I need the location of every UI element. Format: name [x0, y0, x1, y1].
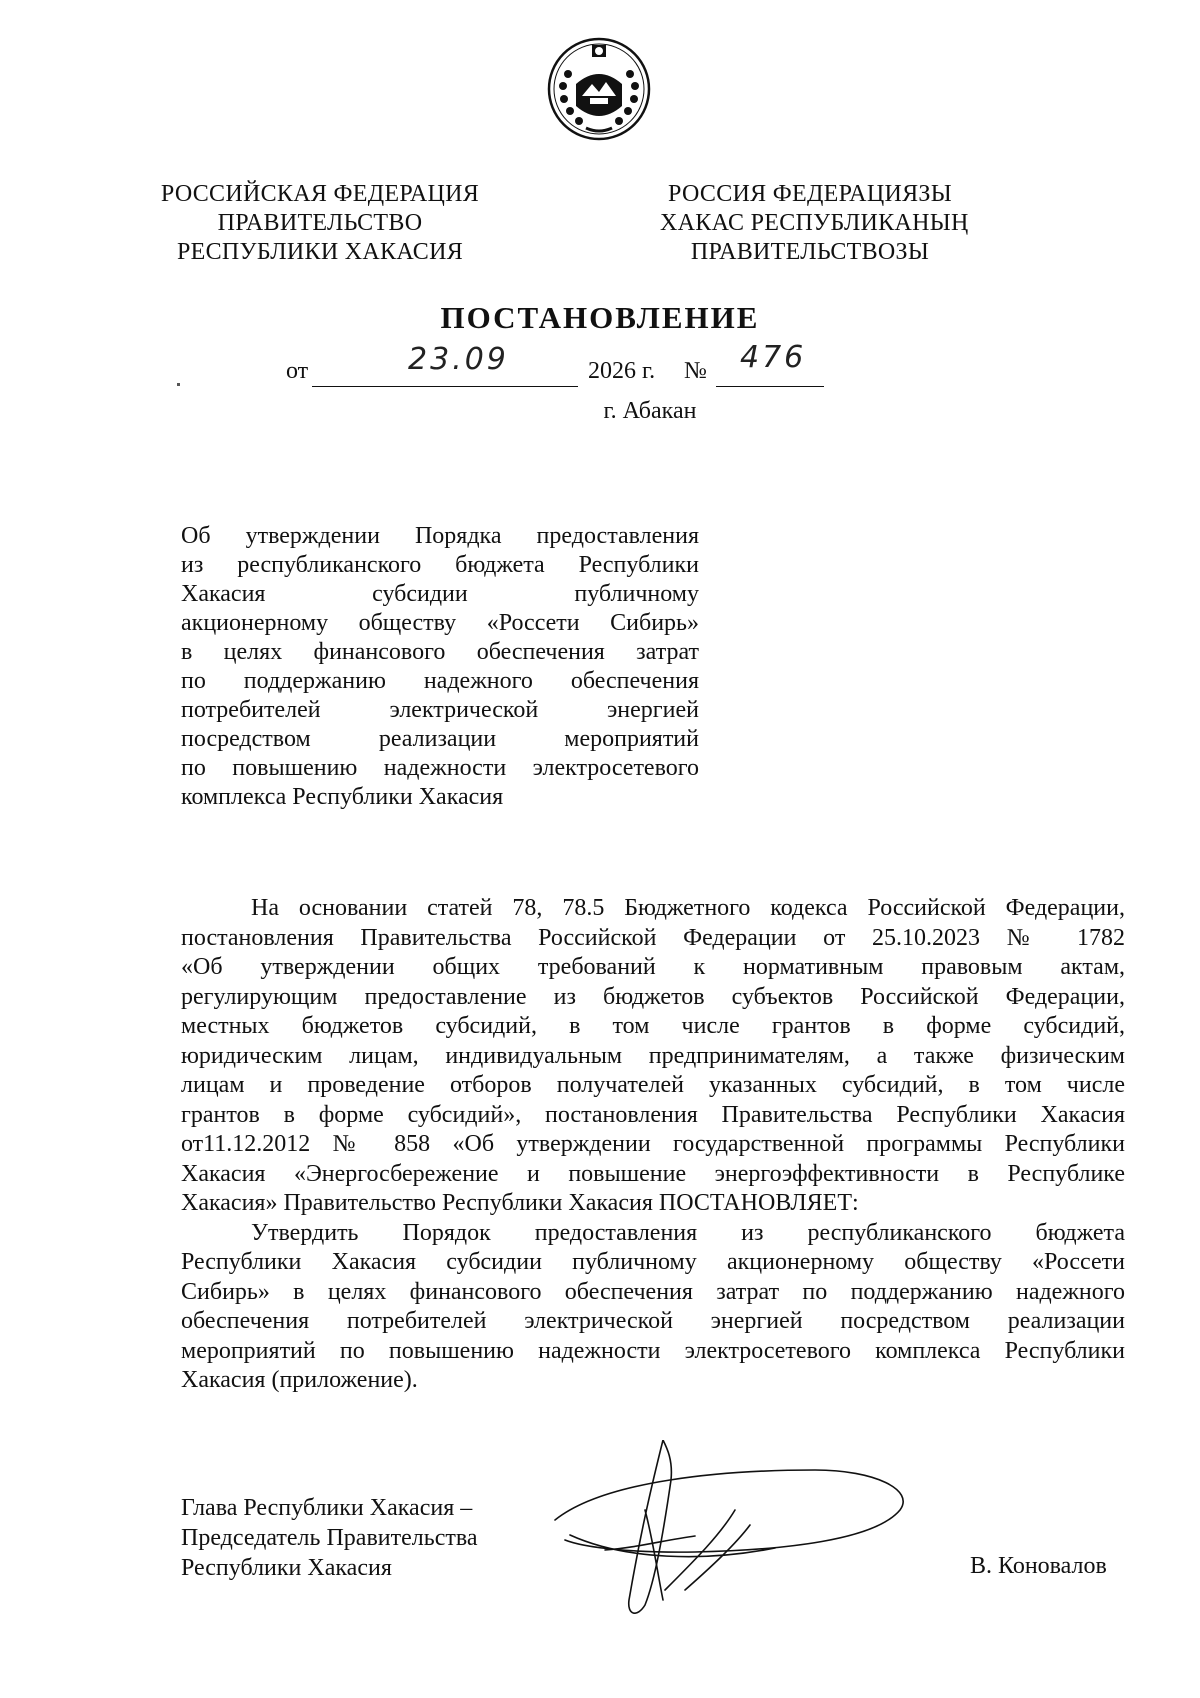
coat-of-arms-emblem [546, 36, 652, 142]
body-line: На основании статей 78, 78.5 Бюджетного кодекса Российской Федерации, [251, 895, 1125, 921]
subject-line: потребителей электрической энергией [181, 697, 699, 723]
subject-line: Об утверждении Порядка предоставления [181, 523, 699, 549]
signer-title-line: Республики Хакасия [181, 1555, 392, 1581]
header-right-line: РОССИЯ ФЕДЕРАЦИЯЗЫ [668, 181, 952, 207]
subject-line: посредством реализации мероприятий [181, 726, 699, 752]
signer-title-block [181, 1493, 541, 1583]
body-text [181, 894, 1125, 1396]
body-line: Хакасия (приложение). [181, 1367, 418, 1393]
handwritten-signature [545, 1440, 925, 1630]
body-line: обеспечения потребителей электрической энергией посредством реализации [181, 1308, 1125, 1334]
subject-line: комплекса Республики Хакасия [181, 784, 504, 810]
subject-line: Хакасия субсидии публичному [181, 581, 699, 607]
body-line: регулирующим предоставление из бюджетов субъектов Российской Федерации, [181, 983, 1125, 1010]
subject-line: акционерному обществу «Россети Сибирь» [181, 610, 699, 636]
number-sign: № [684, 358, 707, 384]
document-title: ПОСТАНОВЛЕНИЕ [440, 300, 760, 335]
subject-line: из республиканского бюджета Республики [181, 552, 699, 578]
city-label: г. Абакан [603, 398, 697, 424]
header-left-line: РЕСПУБЛИКИ ХАКАСИЯ [176, 239, 464, 265]
header-right-line: ХАКАС РЕСПУБЛИКАНЫҢ [660, 210, 969, 236]
subject-block [181, 522, 699, 812]
body-line: Республики Хакасия субсидии публичному акционерному обществу «Россети [181, 1249, 1125, 1275]
header-right-line: ПРАВИТЕЛЬСТВОЗЫ [690, 239, 930, 265]
body-line: Хакасия «Энергосбережение и повышение энергоэффективности в Республике [181, 1160, 1125, 1187]
header-left-line: ПРАВИТЕЛЬСТВО [217, 210, 423, 236]
handwritten-number: 476 [740, 340, 807, 375]
body-line: «Об утверждении общих требований к нормативным правовым актам, [181, 954, 1125, 980]
body-line: местных бюджетов субсидий, в том числе грантов в форме субсидий, [181, 1013, 1125, 1039]
subject-line: по повышению надежности электросетевого [181, 755, 699, 781]
body-line: постановления Правительства Российской Федерации от 25.10.2023 № 1782 [181, 924, 1125, 951]
body-line: от11.12.2012 № 858 «Об утверждении государственной программы Республики [181, 1131, 1125, 1157]
signer-name: В. Коновалов [970, 1553, 1107, 1579]
year-label: 2026 г. [588, 358, 656, 384]
date-prefix: от [286, 358, 309, 384]
signer-title-line: Председатель Правительства [181, 1525, 478, 1551]
body-line: Хакасия» Правительство Республики Хакасия ПОСТАНОВЛЯЕТ: [181, 1190, 859, 1216]
date-number-line [0, 340, 1200, 398]
body-line: мероприятий по повышению надежности электросетевого комплекса Республики [181, 1337, 1125, 1364]
body-line: грантов в форме субсидий», постановления Правительства Республики Хакасия [181, 1101, 1125, 1128]
header-left-line: РОССИЙСКАЯ ФЕДЕРАЦИЯ [160, 181, 480, 207]
body-line: юридическим лицам, индивидуальным предпринимателям, а также физическим [181, 1042, 1125, 1069]
handwritten-date: 23.09 [408, 342, 509, 377]
body-line: Утвердить Порядок предоставления из республиканского бюджета [251, 1219, 1125, 1246]
subject-line: по поддержанию надежного обеспечения [181, 668, 699, 694]
body-line: Сибирь» в целях финансового обеспечения затрат по поддержанию надежного [181, 1278, 1125, 1305]
subject-line: в целях финансового обеспечения затрат [181, 639, 699, 665]
header-left-block [150, 180, 490, 267]
body-line: лицам и проведение отборов получателей указанных субсидий, в том числе [181, 1072, 1125, 1098]
header-right-block [660, 180, 969, 267]
date-underline [312, 386, 578, 387]
number-underline [716, 386, 824, 387]
signer-title-line: Глава Республики Хакасия – [181, 1495, 473, 1521]
